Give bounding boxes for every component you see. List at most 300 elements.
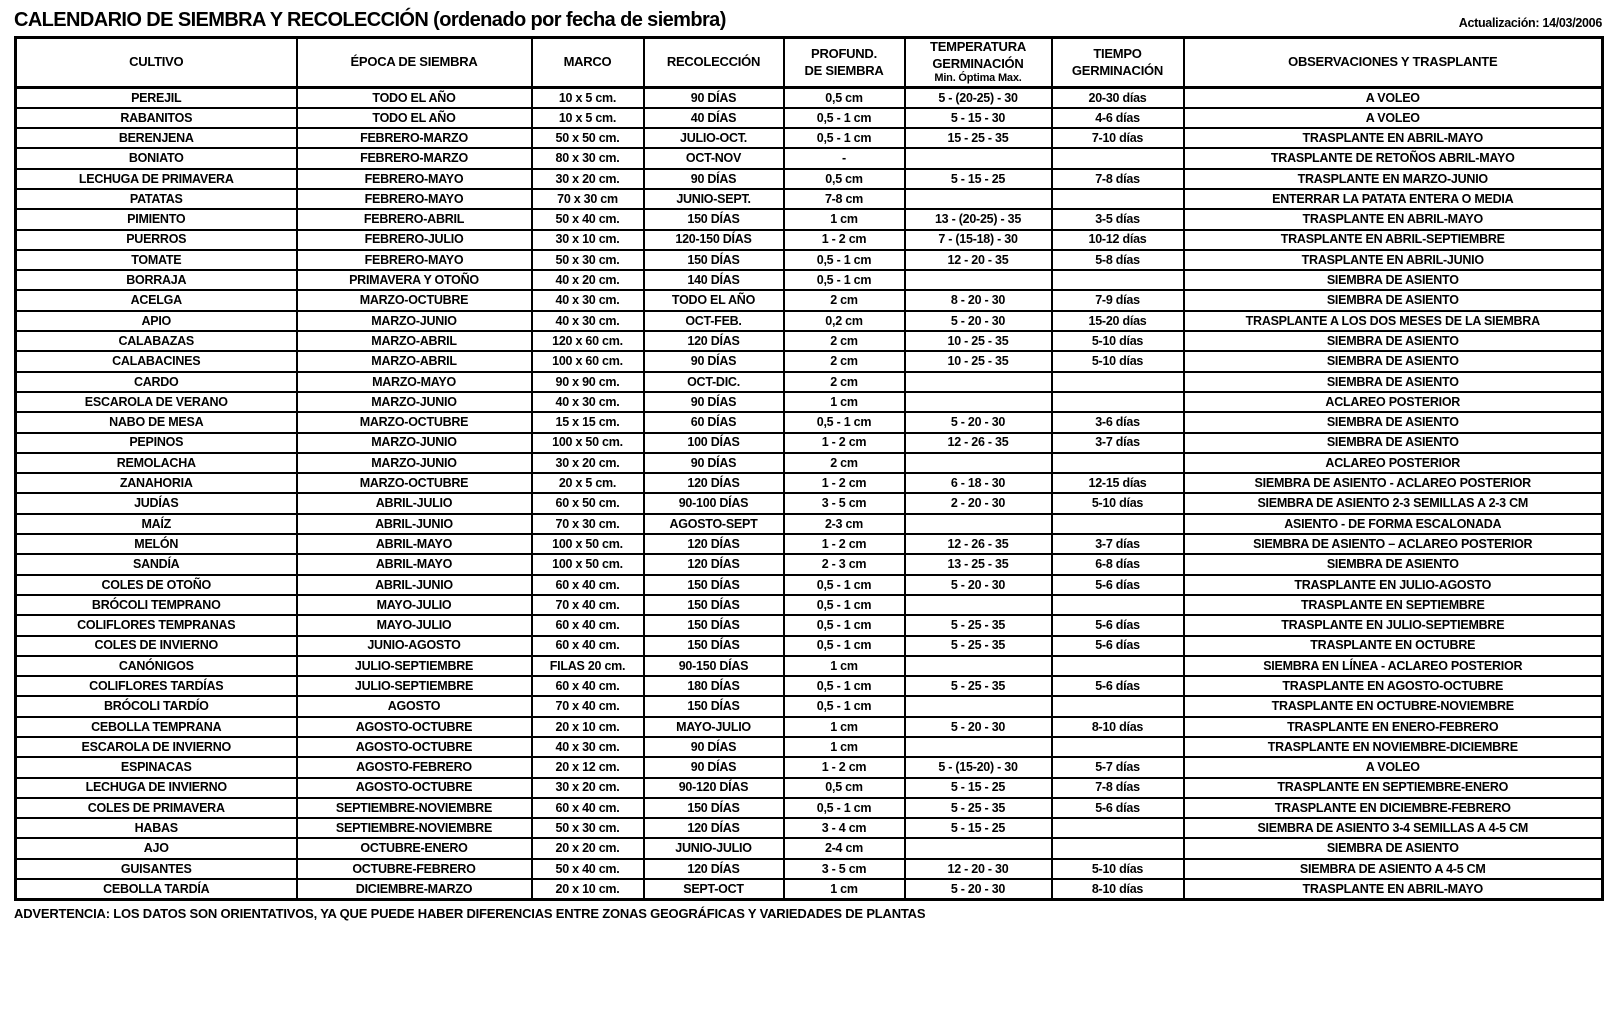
cell-cultivo: REMOLACHA [16, 453, 297, 473]
cell-tiempo [1052, 189, 1184, 209]
cell-recoleccion: 90 DÍAS [644, 737, 784, 757]
cell-observaciones: A VOLEO [1184, 108, 1603, 128]
cell-epoca: ABRIL-JULIO [297, 493, 532, 513]
cell-marco: 60 x 50 cm. [532, 493, 644, 513]
cell-cultivo: CEBOLLA TEMPRANA [16, 717, 297, 737]
cell-cultivo: CARDO [16, 372, 297, 392]
update-date-label: Actualización: 14/03/2006 [1458, 16, 1602, 30]
table-row [16, 372, 1603, 392]
cell-temperatura: 5 - 25 - 35 [905, 636, 1052, 656]
cell-temperatura [905, 392, 1052, 412]
cell-cultivo: JUDÍAS [16, 493, 297, 513]
cell-cultivo: ZANAHORIA [16, 473, 297, 493]
cell-epoca: ABRIL-MAYO [297, 534, 532, 554]
header-row [16, 38, 1603, 88]
cell-temperatura: 10 - 25 - 35 [905, 351, 1052, 371]
cell-tiempo: 7-8 días [1052, 778, 1184, 798]
cell-temperatura [905, 737, 1052, 757]
cell-cultivo: BONIATO [16, 148, 297, 168]
cell-temperatura [905, 656, 1052, 676]
cell-marco: 60 x 40 cm. [532, 676, 644, 696]
cell-observaciones: SIEMBRA DE ASIENTO 3-4 SEMILLAS A 4-5 CM [1184, 818, 1603, 838]
cell-temperatura [905, 372, 1052, 392]
cell-marco: 10 x 5 cm. [532, 88, 644, 108]
column-header-tiempo: TIEMPO GERMINACIÓN [1052, 38, 1184, 88]
cell-observaciones: SIEMBRA DE ASIENTO [1184, 412, 1603, 432]
cell-marco: 20 x 5 cm. [532, 473, 644, 493]
cell-marco: 15 x 15 cm. [532, 412, 644, 432]
cell-observaciones: TRASPLANTE EN MARZO-JUNIO [1184, 169, 1603, 189]
cell-observaciones: SIEMBRA DE ASIENTO [1184, 554, 1603, 574]
cell-temperatura: 13 - 25 - 35 [905, 554, 1052, 574]
cell-tiempo: 10-12 días [1052, 230, 1184, 250]
table-row [16, 696, 1603, 716]
cell-profundidad: 1 - 2 cm [784, 433, 905, 453]
table-row [16, 250, 1603, 270]
table-row [16, 473, 1603, 493]
cell-recoleccion: 120-150 DÍAS [644, 230, 784, 250]
table-row [16, 433, 1603, 453]
table-row [16, 331, 1603, 351]
cell-recoleccion: 150 DÍAS [644, 798, 784, 818]
cell-temperatura: 7 - (15-18) - 30 [905, 230, 1052, 250]
cell-marco: 120 x 60 cm. [532, 331, 644, 351]
cell-marco: 50 x 40 cm. [532, 859, 644, 879]
cell-epoca: FEBRERO-MAYO [297, 169, 532, 189]
cell-temperatura: 5 - 20 - 30 [905, 717, 1052, 737]
table-row [16, 778, 1603, 798]
cell-cultivo: AJO [16, 838, 297, 858]
cell-tiempo [1052, 595, 1184, 615]
cell-temperatura: 15 - 25 - 35 [905, 128, 1052, 148]
cell-epoca: MARZO-JUNIO [297, 453, 532, 473]
cell-epoca: TODO EL AÑO [297, 88, 532, 108]
cell-profundidad: 2-3 cm [784, 514, 905, 534]
cell-recoleccion: TODO EL AÑO [644, 290, 784, 310]
cell-epoca: MARZO-MAYO [297, 372, 532, 392]
cell-epoca: AGOSTO-FEBRERO [297, 757, 532, 777]
cell-epoca: FEBRERO-MARZO [297, 128, 532, 148]
table-body [16, 88, 1603, 900]
cell-marco: 100 x 50 cm. [532, 554, 644, 574]
table-row [16, 575, 1603, 595]
cell-tiempo: 5-10 días [1052, 351, 1184, 371]
cell-marco: 30 x 20 cm. [532, 169, 644, 189]
cell-observaciones: TRASPLANTE EN SEPTIEMBRE [1184, 595, 1603, 615]
table-row [16, 554, 1603, 574]
column-header-profundidad: PROFUND. DE SIEMBRA [784, 38, 905, 88]
cell-recoleccion: 90-100 DÍAS [644, 493, 784, 513]
cell-tiempo: 7-8 días [1052, 169, 1184, 189]
cell-cultivo: CEBOLLA TARDÍA [16, 879, 297, 899]
cell-profundidad: 0,5 - 1 cm [784, 636, 905, 656]
cell-profundidad: 2 cm [784, 290, 905, 310]
cell-cultivo: CALABAZAS [16, 331, 297, 351]
cell-cultivo: PEPINOS [16, 433, 297, 453]
cell-tiempo: 5-10 días [1052, 859, 1184, 879]
cell-recoleccion: 90 DÍAS [644, 757, 784, 777]
cell-epoca: JULIO-SEPTIEMBRE [297, 676, 532, 696]
cell-recoleccion: OCT-NOV [644, 148, 784, 168]
cell-observaciones: TRASPLANTE EN JULIO-AGOSTO [1184, 575, 1603, 595]
cell-temperatura: 12 - 20 - 30 [905, 859, 1052, 879]
cell-observaciones: SIEMBRA DE ASIENTO [1184, 838, 1603, 858]
cell-tiempo: 5-6 días [1052, 798, 1184, 818]
cell-marco: 50 x 30 cm. [532, 818, 644, 838]
cell-cultivo: ESCAROLA DE INVIERNO [16, 737, 297, 757]
cell-tiempo: 3-5 días [1052, 209, 1184, 229]
table-row [16, 534, 1603, 554]
cell-cultivo: MAÍZ [16, 514, 297, 534]
column-header-subnote: Min. Óptima Max. [934, 71, 1022, 84]
cell-recoleccion: JUNIO-JULIO [644, 838, 784, 858]
cell-marco: 10 x 5 cm. [532, 108, 644, 128]
cell-observaciones: SIEMBRA DE ASIENTO - ACLAREO POSTERIOR [1184, 473, 1603, 493]
cell-observaciones: A VOLEO [1184, 88, 1603, 108]
cell-profundidad: 0,5 cm [784, 169, 905, 189]
cell-temperatura: 5 - 15 - 30 [905, 108, 1052, 128]
table-row [16, 818, 1603, 838]
cell-profundidad: 2 cm [784, 372, 905, 392]
table-row [16, 514, 1603, 534]
cell-profundidad: 0,5 - 1 cm [784, 108, 905, 128]
cell-observaciones: TRASPLANTE EN ABRIL-SEPTIEMBRE [1184, 230, 1603, 250]
column-header-cultivo: CULTIVO [16, 38, 297, 88]
cell-marco: 20 x 20 cm. [532, 838, 644, 858]
cell-observaciones: TRASPLANTE A LOS DOS MESES DE LA SIEMBRA [1184, 311, 1603, 331]
cell-recoleccion: 150 DÍAS [644, 595, 784, 615]
cell-temperatura [905, 189, 1052, 209]
cell-temperatura: 12 - 26 - 35 [905, 433, 1052, 453]
cell-observaciones: TRASPLANTE EN ABRIL-JUNIO [1184, 250, 1603, 270]
cell-temperatura [905, 453, 1052, 473]
cell-marco: 40 x 30 cm. [532, 290, 644, 310]
cell-marco: FILAS 20 cm. [532, 656, 644, 676]
cell-epoca: AGOSTO [297, 696, 532, 716]
cell-epoca: FEBRERO-MAYO [297, 189, 532, 209]
cell-cultivo: LECHUGA DE INVIERNO [16, 778, 297, 798]
cell-profundidad: 1 cm [784, 879, 905, 899]
cell-observaciones: ACLAREO POSTERIOR [1184, 392, 1603, 412]
cell-temperatura: 6 - 18 - 30 [905, 473, 1052, 493]
cell-profundidad: 1 - 2 cm [784, 230, 905, 250]
cell-observaciones: SIEMBRA DE ASIENTO [1184, 270, 1603, 290]
cell-recoleccion: 90-120 DÍAS [644, 778, 784, 798]
cell-profundidad: 0,5 - 1 cm [784, 575, 905, 595]
cell-recoleccion: 150 DÍAS [644, 250, 784, 270]
cell-tiempo [1052, 838, 1184, 858]
cell-cultivo: HABAS [16, 818, 297, 838]
cell-tiempo: 8-10 días [1052, 879, 1184, 899]
table-row [16, 290, 1603, 310]
cell-marco: 30 x 20 cm. [532, 778, 644, 798]
cell-marco: 100 x 50 cm. [532, 534, 644, 554]
cell-epoca: SEPTIEMBRE-NOVIEMBRE [297, 798, 532, 818]
table-row [16, 859, 1603, 879]
cell-cultivo: TOMATE [16, 250, 297, 270]
cell-recoleccion: 120 DÍAS [644, 859, 784, 879]
cell-cultivo: MELÓN [16, 534, 297, 554]
cell-temperatura: 12 - 26 - 35 [905, 534, 1052, 554]
cell-profundidad: 0,5 - 1 cm [784, 128, 905, 148]
table-row [16, 595, 1603, 615]
table-header [16, 38, 1603, 88]
table-row [16, 838, 1603, 858]
cell-marco: 50 x 50 cm. [532, 128, 644, 148]
cell-marco: 70 x 30 cm [532, 189, 644, 209]
cell-recoleccion: 150 DÍAS [644, 209, 784, 229]
cell-tiempo [1052, 656, 1184, 676]
cell-observaciones: SIEMBRA DE ASIENTO [1184, 331, 1603, 351]
cell-marco: 50 x 30 cm. [532, 250, 644, 270]
cell-temperatura: 5 - 25 - 35 [905, 798, 1052, 818]
cell-recoleccion: SEPT-OCT [644, 879, 784, 899]
cell-cultivo: PEREJIL [16, 88, 297, 108]
cell-cultivo: SANDÍA [16, 554, 297, 574]
table-row [16, 615, 1603, 635]
cell-observaciones: SIEMBRA DE ASIENTO [1184, 290, 1603, 310]
cell-tiempo: 8-10 días [1052, 717, 1184, 737]
cell-marco: 30 x 20 cm. [532, 453, 644, 473]
table-row [16, 88, 1603, 108]
cell-epoca: TODO EL AÑO [297, 108, 532, 128]
cell-epoca: ABRIL-MAYO [297, 554, 532, 574]
cell-marco: 60 x 40 cm. [532, 575, 644, 595]
table-row [16, 392, 1603, 412]
cell-epoca: MARZO-JUNIO [297, 392, 532, 412]
cell-temperatura: 5 - 20 - 30 [905, 879, 1052, 899]
cell-profundidad: 0,2 cm [784, 311, 905, 331]
cell-tiempo: 7-10 días [1052, 128, 1184, 148]
cell-profundidad: 1 - 2 cm [784, 757, 905, 777]
cell-recoleccion: JUNIO-SEPT. [644, 189, 784, 209]
cell-tiempo: 3-6 días [1052, 412, 1184, 432]
cell-marco: 20 x 12 cm. [532, 757, 644, 777]
cell-epoca: ABRIL-JUNIO [297, 575, 532, 595]
cell-tiempo: 5-8 días [1052, 250, 1184, 270]
cell-tiempo: 5-6 días [1052, 615, 1184, 635]
cell-epoca: FEBRERO-JULIO [297, 230, 532, 250]
column-header-recoleccion: RECOLECCIÓN [644, 38, 784, 88]
cell-temperatura [905, 148, 1052, 168]
cell-tiempo: 3-7 días [1052, 433, 1184, 453]
cell-tiempo: 5-6 días [1052, 575, 1184, 595]
cell-observaciones: TRASPLANTE EN DICIEMBRE-FEBRERO [1184, 798, 1603, 818]
cell-profundidad: 7-8 cm [784, 189, 905, 209]
cell-tiempo [1052, 818, 1184, 838]
cell-epoca: AGOSTO-OCTUBRE [297, 778, 532, 798]
cell-recoleccion: 180 DÍAS [644, 676, 784, 696]
cell-profundidad: 3 - 5 cm [784, 859, 905, 879]
table-row [16, 148, 1603, 168]
table-row [16, 412, 1603, 432]
cell-cultivo: ESPINACAS [16, 757, 297, 777]
cell-observaciones: TRASPLANTE EN ENERO-FEBRERO [1184, 717, 1603, 737]
cell-tiempo [1052, 148, 1184, 168]
cell-cultivo: PUERROS [16, 230, 297, 250]
cell-cultivo: COLIFLORES TEMPRANAS [16, 615, 297, 635]
cell-profundidad: 2 - 3 cm [784, 554, 905, 574]
cell-marco: 40 x 30 cm. [532, 737, 644, 757]
cell-profundidad: - [784, 148, 905, 168]
cell-tiempo: 3-7 días [1052, 534, 1184, 554]
cell-recoleccion: 150 DÍAS [644, 615, 784, 635]
cell-cultivo: PATATAS [16, 189, 297, 209]
cell-marco: 90 x 90 cm. [532, 372, 644, 392]
cell-profundidad: 2 cm [784, 351, 905, 371]
cell-marco: 60 x 40 cm. [532, 615, 644, 635]
table-row [16, 128, 1603, 148]
cell-profundidad: 0,5 - 1 cm [784, 412, 905, 432]
cell-profundidad: 1 cm [784, 392, 905, 412]
cell-recoleccion: 120 DÍAS [644, 818, 784, 838]
cell-epoca: FEBRERO-ABRIL [297, 209, 532, 229]
cell-marco: 30 x 10 cm. [532, 230, 644, 250]
cell-epoca: AGOSTO-OCTUBRE [297, 737, 532, 757]
cell-observaciones: ENTERRAR LA PATATA ENTERA O MEDIA [1184, 189, 1603, 209]
cell-recoleccion: OCT-DIC. [644, 372, 784, 392]
cell-recoleccion: 90 DÍAS [644, 351, 784, 371]
cell-epoca: ABRIL-JUNIO [297, 514, 532, 534]
cell-tiempo: 5-10 días [1052, 493, 1184, 513]
cell-marco: 80 x 30 cm. [532, 148, 644, 168]
warning-note: ADVERTENCIA: LOS DATOS SON ORIENTATIVOS, YA QUE PUEDE HABER DIFERENCIAS ENTRE ZONAS GEOGRÁFICAS Y VARIEDADES DE PLANTAS [14, 905, 926, 921]
table-row [16, 798, 1603, 818]
cell-recoleccion: AGOSTO-SEPT [644, 514, 784, 534]
table-row [16, 757, 1603, 777]
cell-epoca: DICIEMBRE-MARZO [297, 879, 532, 899]
cell-marco: 20 x 10 cm. [532, 717, 644, 737]
cell-temperatura: 5 - 15 - 25 [905, 169, 1052, 189]
cell-recoleccion: 90 DÍAS [644, 392, 784, 412]
cell-tiempo: 5-7 días [1052, 757, 1184, 777]
cell-recoleccion: 120 DÍAS [644, 554, 784, 574]
cell-cultivo: GUISANTES [16, 859, 297, 879]
cell-cultivo: COLES DE PRIMAVERA [16, 798, 297, 818]
cell-profundidad: 0,5 - 1 cm [784, 250, 905, 270]
cell-marco: 40 x 30 cm. [532, 392, 644, 412]
cell-tiempo: 15-20 días [1052, 311, 1184, 331]
cell-observaciones: TRASPLANTE EN NOVIEMBRE-DICIEMBRE [1184, 737, 1603, 757]
cell-observaciones: TRASPLANTE EN ABRIL-MAYO [1184, 209, 1603, 229]
cell-observaciones: TRASPLANTE EN JULIO-SEPTIEMBRE [1184, 615, 1603, 635]
cell-cultivo: BRÓCOLI TEMPRANO [16, 595, 297, 615]
cell-temperatura: 5 - 25 - 35 [905, 676, 1052, 696]
cell-observaciones: SIEMBRA EN LÍNEA - ACLAREO POSTERIOR [1184, 656, 1603, 676]
table-row [16, 230, 1603, 250]
cell-epoca: FEBRERO-MARZO [297, 148, 532, 168]
cell-profundidad: 0,5 - 1 cm [784, 270, 905, 290]
cell-tiempo [1052, 392, 1184, 412]
cell-profundidad: 2 cm [784, 331, 905, 351]
cell-cultivo: CALABACINES [16, 351, 297, 371]
table-row [16, 636, 1603, 656]
cell-recoleccion: 100 DÍAS [644, 433, 784, 453]
table-row [16, 676, 1603, 696]
cell-observaciones: TRASPLANTE EN AGOSTO-OCTUBRE [1184, 676, 1603, 696]
cell-epoca: MARZO-OCTUBRE [297, 290, 532, 310]
cell-tiempo: 7-9 días [1052, 290, 1184, 310]
cell-epoca: MARZO-OCTUBRE [297, 473, 532, 493]
cell-observaciones: SIEMBRA DE ASIENTO [1184, 372, 1603, 392]
cell-temperatura [905, 270, 1052, 290]
cell-observaciones: TRASPLANTE EN OCTUBRE-NOVIEMBRE [1184, 696, 1603, 716]
cell-observaciones: TRASPLANTE DE RETOÑOS ABRIL-MAYO [1184, 148, 1603, 168]
cell-temperatura: 5 - 15 - 25 [905, 818, 1052, 838]
cell-recoleccion: OCT-FEB. [644, 311, 784, 331]
cell-temperatura: 5 - (15-20) - 30 [905, 757, 1052, 777]
cell-tiempo: 4-6 días [1052, 108, 1184, 128]
table-row [16, 311, 1603, 331]
cell-cultivo: LECHUGA DE PRIMAVERA [16, 169, 297, 189]
cell-marco: 60 x 40 cm. [532, 798, 644, 818]
cell-recoleccion: 150 DÍAS [644, 696, 784, 716]
cell-profundidad: 0,5 - 1 cm [784, 798, 905, 818]
cell-temperatura: 2 - 20 - 30 [905, 493, 1052, 513]
cell-temperatura: 5 - (20-25) - 30 [905, 88, 1052, 108]
cell-tiempo [1052, 372, 1184, 392]
column-header-epoca: ÉPOCA DE SIEMBRA [297, 38, 532, 88]
cell-profundidad: 0,5 - 1 cm [784, 696, 905, 716]
table-row [16, 737, 1603, 757]
cell-epoca: MAYO-JULIO [297, 615, 532, 635]
table-row [16, 209, 1603, 229]
column-header-observaciones: OBSERVACIONES Y TRASPLANTE [1184, 38, 1603, 88]
cell-epoca: SEPTIEMBRE-NOVIEMBRE [297, 818, 532, 838]
table-row [16, 493, 1603, 513]
cell-profundidad: 0,5 cm [784, 778, 905, 798]
cell-epoca: MARZO-ABRIL [297, 331, 532, 351]
cell-epoca: MARZO-JUNIO [297, 433, 532, 453]
cell-tiempo [1052, 696, 1184, 716]
table-row [16, 169, 1603, 189]
cell-observaciones: TRASPLANTE EN OCTUBRE [1184, 636, 1603, 656]
cell-tiempo [1052, 737, 1184, 757]
cell-recoleccion: 150 DÍAS [644, 636, 784, 656]
cell-epoca: AGOSTO-OCTUBRE [297, 717, 532, 737]
cell-epoca: PRIMAVERA Y OTOÑO [297, 270, 532, 290]
cell-recoleccion: 60 DÍAS [644, 412, 784, 432]
cell-temperatura: 5 - 15 - 25 [905, 778, 1052, 798]
table-row [16, 717, 1603, 737]
title-bar [14, 9, 1602, 32]
cell-epoca: JUNIO-AGOSTO [297, 636, 532, 656]
cell-tiempo: 5-6 días [1052, 636, 1184, 656]
cell-marco: 70 x 30 cm. [532, 514, 644, 534]
cell-marco: 70 x 40 cm. [532, 595, 644, 615]
cell-observaciones: SIEMBRA DE ASIENTO – ACLAREO POSTERIOR [1184, 534, 1603, 554]
cell-cultivo: COLES DE OTOÑO [16, 575, 297, 595]
cell-epoca: FEBRERO-MAYO [297, 250, 532, 270]
planting-calendar-table [14, 36, 1604, 901]
cell-cultivo: ESCAROLA DE VERANO [16, 392, 297, 412]
cell-profundidad: 2 cm [784, 453, 905, 473]
cell-profundidad: 3 - 5 cm [784, 493, 905, 513]
cell-tiempo [1052, 514, 1184, 534]
cell-tiempo: 5-6 días [1052, 676, 1184, 696]
cell-recoleccion: JULIO-OCT. [644, 128, 784, 148]
cell-recoleccion: 140 DÍAS [644, 270, 784, 290]
cell-cultivo: COLES DE INVIERNO [16, 636, 297, 656]
cell-observaciones: TRASPLANTE EN ABRIL-MAYO [1184, 879, 1603, 899]
cell-profundidad: 1 cm [784, 209, 905, 229]
cell-cultivo: PIMIENTO [16, 209, 297, 229]
cell-cultivo: BORRAJA [16, 270, 297, 290]
table-row [16, 656, 1603, 676]
column-header-marco: MARCO [532, 38, 644, 88]
cell-cultivo: BRÓCOLI TARDÍO [16, 696, 297, 716]
cell-profundidad: 1 cm [784, 656, 905, 676]
